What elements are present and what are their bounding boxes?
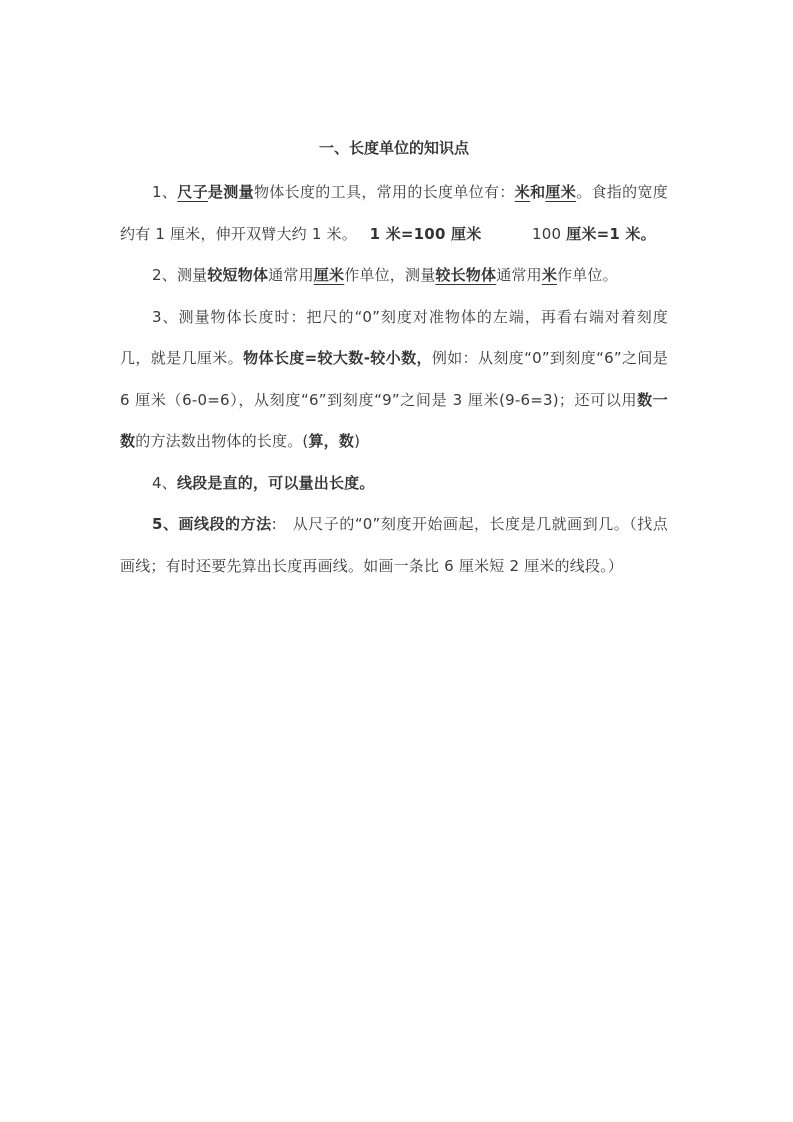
text-segment: 作单位。 (557, 266, 618, 284)
text-segment: 的方法数出物体的长度。( (135, 432, 309, 450)
emphasized-text: 较长物体 (435, 266, 497, 284)
paragraph-3 (120, 297, 668, 463)
emphasized-text: 厘米 (313, 266, 345, 284)
text-segment: 2、测量 (152, 266, 208, 284)
text-segment: 通常用 (268, 266, 314, 284)
emphasized-text: 米 (541, 266, 558, 284)
text-segment: 4、 (152, 473, 177, 492)
paragraph-2 (120, 255, 668, 297)
emphasized-text: 厘米 (545, 183, 577, 201)
paragraph-1 (120, 172, 668, 255)
emphasized-text: 1 米=100 厘米 (369, 224, 482, 243)
text-segment: ) (354, 432, 361, 450)
emphasized-text: 米 (514, 183, 531, 201)
document-page (120, 131, 668, 587)
paragraph-5 (120, 504, 668, 587)
text-segment: 100 (481, 224, 567, 243)
emphasized-text: 尺子 (177, 183, 208, 201)
emphasized-text: 线段是直的，可以量出长度。 (176, 473, 375, 492)
document-body (120, 172, 668, 587)
emphasized-text: 是测量 (207, 183, 254, 201)
text-segment: 作单位，测量 (344, 266, 436, 284)
emphasized-text: 和 (530, 183, 546, 201)
emphasized-text: 数一数 (120, 390, 668, 450)
text-segment: 物体长度的工具，常用的长度单位有： (253, 183, 515, 201)
emphasized-text: 算，数 (308, 432, 355, 450)
emphasized-text: 5、画线段的方法 (152, 515, 272, 533)
text-segment: 3、测量物体长度时：把尺的“0”刻度对准物体的左端，再看右端对着刻度几，就是几厘米。 (120, 307, 668, 367)
text-segment: 例如：从刻度“0”到刻度“6”之间是 6 厘米（6-0=6），从刻度“6”到刻度“9”之间是 3 厘米(9-6=3)；还可以用 (120, 349, 668, 409)
text-segment: 1、 (152, 183, 178, 201)
section-title: 一、长度单位的知识点 (318, 139, 469, 157)
text-segment: : 从尺子的“0”刻度开始画起，长度是几就画到几。（找点画线；有时还要先算出长度再画线。如画一条比 6 厘米短 2 厘米的线段。） (120, 515, 668, 575)
text-segment: 。食指的宽度约有 1 厘米，伸开双臂大约 1 米。 (120, 183, 669, 243)
text-segment: 通常用 (496, 266, 542, 284)
paragraph-4 (120, 463, 668, 505)
emphasized-text: 较短物体 (207, 266, 269, 284)
emphasized-text: 物体长度=较大数-较小数， (243, 349, 432, 367)
emphasized-text: 厘米=1 米。 (566, 224, 656, 243)
